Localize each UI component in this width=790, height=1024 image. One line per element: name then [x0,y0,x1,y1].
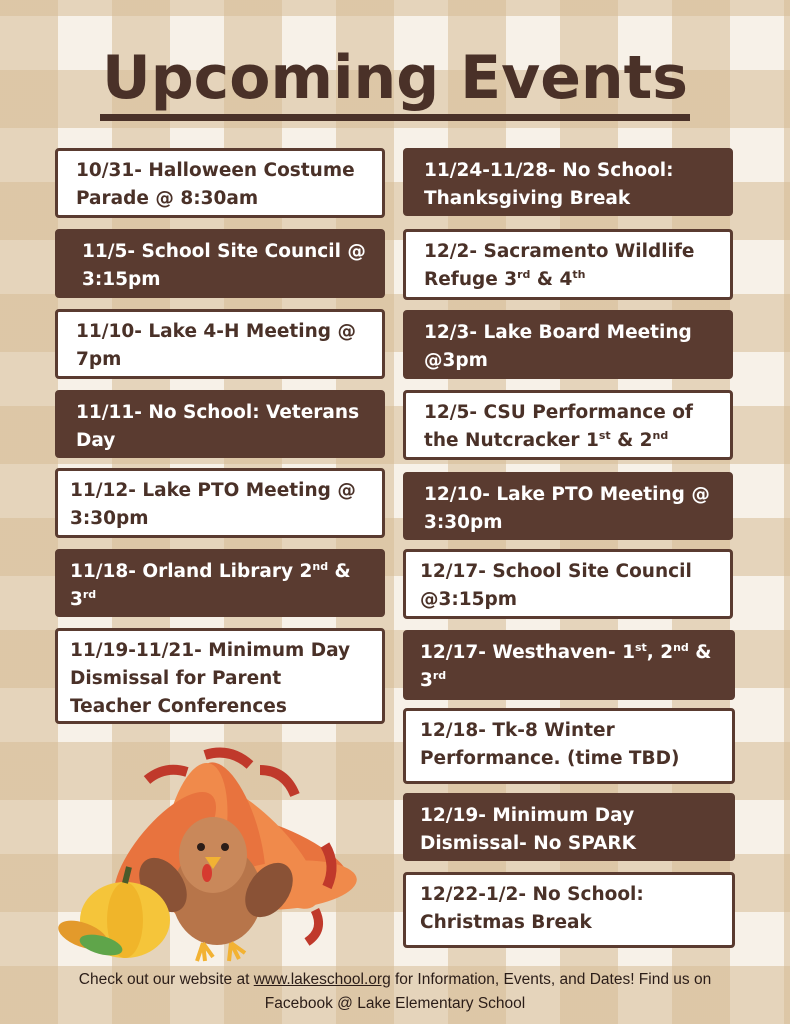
event-card-christmas-break: 12/22-1/2- No School: Christmas Break [403,872,735,948]
event-card-thanksgiving-break: 11/24-11/28- No School: Thanksgiving Break [403,148,733,216]
event-card-minimum-day-conferences: 11/19-11/21- Minimum Day Dismissal for Parent Teacher Conferences [55,628,385,724]
event-card-pto-meeting-dec: 12/10- Lake PTO Meeting @ 3:30pm [403,472,733,540]
event-card-halloween-parade: 10/31- Halloween Costume Parade @ 8:30am [55,148,385,218]
page-title: Upcoming Events [0,42,790,121]
event-card-school-site-council-dec: 12/17- School Site Council @3:15pm [403,549,733,619]
event-card-winter-performance: 12/18- Tk-8 Winter Performance. (time TBD) [403,708,735,784]
turkey-illustration [55,735,365,965]
event-card-school-site-council-nov: 11/5- School Site Council @ 3:15pm [55,229,385,298]
event-card-nutcracker: 12/5- CSU Performance of the Nutcracker 1st & 2nd [403,390,733,460]
event-card-4h-meeting: 11/10- Lake 4-H Meeting @ 7pm [55,309,385,379]
footer-note: Check out our website at www.lakeschool.org for Information, Events, and Dates! Find us on Facebook @ Lake Elementary School [78,971,712,1012]
website-link[interactable]: www.lakeschool.org [253,971,391,988]
event-card-westhaven: 12/17- Westhaven- 1st, 2nd & 3rd [403,630,735,700]
event-card-veterans-day: 11/11- No School: Veterans Day [55,390,385,458]
event-card-pto-meeting-nov: 11/12- Lake PTO Meeting @ 3:30pm [55,468,385,538]
event-card-sacramento-wildlife: 12/2- Sacramento Wildlife Refuge 3rd & 4th [403,229,733,300]
event-card-minimum-day-spark: 12/19- Minimum Day Dismissal- No SPARK [403,793,735,861]
event-card-orland-library: 11/18- Orland Library 2nd & 3rd [55,549,385,617]
event-card-lake-board-meeting: 12/3- Lake Board Meeting @3pm [403,310,733,379]
